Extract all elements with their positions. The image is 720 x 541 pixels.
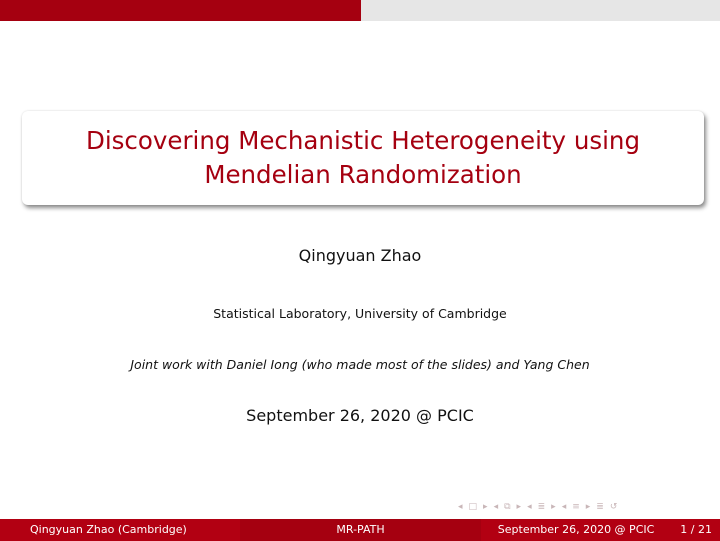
nav-doc-icon: ≡ [572,502,580,512]
top-progress-bar [0,0,720,21]
top-bar-empty [361,0,720,21]
footer-page-number: 1 / 21 [680,523,712,536]
footer-right [481,519,720,541]
nav-section-next-icon[interactable]: ▸ [551,502,556,512]
footer-short-title: MR-PATH [240,519,481,541]
top-bar-filled [0,0,361,21]
institute: Statistical Laboratory, University of Cambridge [213,306,507,321]
footer-date: September 26, 2020 @ PCIC [497,523,655,536]
nav-subsection-prev-icon[interactable]: ◂ [493,502,499,512]
nav-section-icon: ≣ [537,502,546,512]
nav-section-prev-icon[interactable]: ◂ [527,502,532,512]
nav-frame-icon: □ [468,502,478,512]
footer-author: Qingyuan Zhao (Cambridge) [0,519,240,541]
author-name: Qingyuan Zhao [298,246,422,265]
joint-work-note: Joint work with Daniel Iong (who made most of the slides) and Yang Chen [130,357,590,372]
nav-search-icon[interactable]: ↺ [609,502,618,512]
beamer-navigation [458,501,617,513]
nav-doc-prev-icon[interactable]: ◂ [561,502,567,512]
nav-subsection-icon: ⧉ [504,502,511,512]
nav-frame-next-icon[interactable]: ▸ [483,502,488,512]
title-box [22,111,704,205]
nav-frame-prev-icon[interactable]: ◂ [458,502,463,512]
nav-subsection-next-icon[interactable]: ▸ [516,502,522,512]
nav-doc-next-icon[interactable]: ▸ [585,502,591,512]
nav-align-icon[interactable]: ≣ [596,502,604,512]
footer-bar [0,519,720,541]
slide-title: Discovering Mechanistic Heterogeneity using Mendelian Randomization [85,126,640,189]
presentation-date: September 26, 2020 @ PCIC [246,406,474,425]
